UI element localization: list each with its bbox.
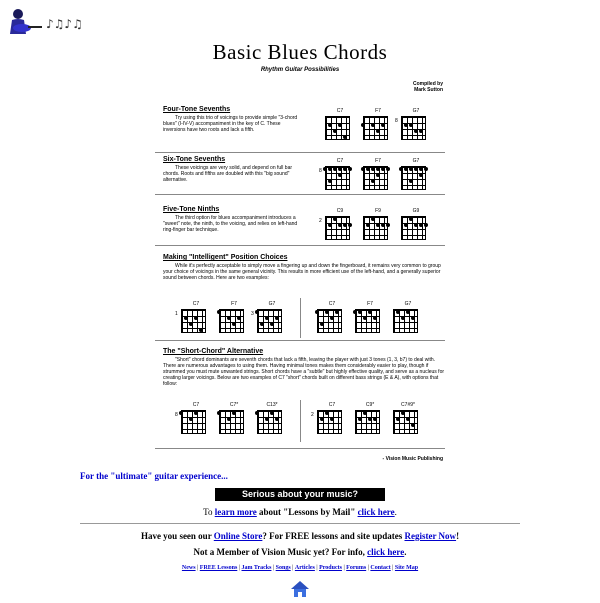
footer-nav-link[interactable]: Jam Tracks xyxy=(241,565,272,571)
finger-dot xyxy=(179,411,183,415)
divider xyxy=(155,194,445,195)
nav-separator: | xyxy=(237,565,242,571)
fretboard-grid xyxy=(363,116,388,140)
chord-name: C7 xyxy=(328,301,336,307)
finger-dot xyxy=(315,310,319,314)
divider xyxy=(80,523,520,524)
nav-separator: | xyxy=(290,565,295,571)
footer-text: Have you seen our xyxy=(140,531,212,541)
ultimate-text: For the "ultimate" guitar experience... xyxy=(80,471,228,481)
finger-dot xyxy=(275,316,279,320)
chord-name: C9* xyxy=(365,402,375,408)
finger-dot xyxy=(255,310,259,314)
fret-number: 8 xyxy=(175,412,178,418)
chord-name: F9 xyxy=(375,208,381,214)
finger-dot xyxy=(376,223,380,227)
finger-dot xyxy=(419,223,423,227)
to-text: To xyxy=(203,507,213,517)
chord-name: G7 xyxy=(268,301,276,307)
finger-dot xyxy=(255,411,259,415)
finger-dot xyxy=(325,310,329,314)
learn-more-link[interactable]: learn more xyxy=(214,507,257,517)
divider xyxy=(300,298,301,338)
learn-more-line xyxy=(0,507,600,517)
fretboard-grid xyxy=(393,410,418,434)
finger-dot xyxy=(376,129,380,133)
chord-name: F7 xyxy=(375,108,381,114)
vision-music-logo[interactable] xyxy=(6,6,100,38)
chord-name: C7 xyxy=(192,402,200,408)
chord-name: G7 xyxy=(404,301,412,307)
finger-dot xyxy=(366,223,370,227)
finger-dot xyxy=(330,316,334,320)
finger-dot xyxy=(338,173,342,177)
chord-name: G7 xyxy=(412,158,420,164)
section-text: Try using this trio of voicings to provide simple "3-chord blues" (I-IV-V) accompaniment in the key of C. These inversions have two roots and lack a fifth. xyxy=(163,115,298,133)
chord-sheet xyxy=(155,38,445,468)
finger-dot xyxy=(328,123,332,127)
finger-dot xyxy=(371,167,375,171)
finger-dot xyxy=(328,179,332,183)
member-click-here-link[interactable]: click here xyxy=(367,547,405,557)
about-text: about "Lessons by Mail" xyxy=(259,507,356,517)
fret-number: 2 xyxy=(311,412,314,418)
finger-dot xyxy=(409,179,413,183)
footer-nav-link[interactable]: Products xyxy=(319,565,342,571)
section-text: These voicings are very solid, and depend on full bar chords. Roots and fifths are doubled with this "big sound" alternative. xyxy=(163,165,293,183)
finger-dot xyxy=(189,322,193,326)
finger-dot xyxy=(323,167,327,171)
fret-number: 2 xyxy=(319,218,322,224)
finger-dot xyxy=(361,167,365,171)
footer-text: . xyxy=(404,547,407,557)
home-icon[interactable] xyxy=(290,580,310,598)
section-six-tone xyxy=(155,156,445,196)
page-title: Basic Blues Chords xyxy=(212,40,388,64)
finger-dot xyxy=(330,417,334,421)
svg-text:♪♫♪♫: ♪♫♪♫ xyxy=(46,17,83,31)
chord-name: F7 xyxy=(375,158,381,164)
finger-dot xyxy=(232,322,236,326)
footer-nav-link[interactable]: Site Map xyxy=(394,565,419,571)
finger-dot xyxy=(325,411,329,415)
finger-dot xyxy=(368,417,372,421)
footer-nav-link[interactable]: Forums xyxy=(346,565,367,571)
fret-number: 3 xyxy=(251,311,254,317)
finger-dot xyxy=(348,223,352,227)
finger-dot xyxy=(275,417,279,421)
chord-name: C7 xyxy=(328,402,336,408)
nav-separator: | xyxy=(390,565,395,571)
finger-dot xyxy=(184,316,188,320)
finger-dot xyxy=(406,417,410,421)
fretboard-grid xyxy=(325,216,350,240)
chord-name: G9 xyxy=(412,208,420,214)
nav-separator: | xyxy=(195,565,200,571)
finger-dot xyxy=(333,217,337,221)
finger-dot xyxy=(333,167,337,171)
footer-nav-link[interactable]: Articles xyxy=(294,565,315,571)
finger-dot xyxy=(343,223,347,227)
page-subtitle: Rhythm Guitar Possibilities xyxy=(260,67,340,73)
finger-dot xyxy=(376,173,380,177)
finger-dot xyxy=(401,411,405,415)
footer-line-1 xyxy=(0,531,600,541)
finger-dot xyxy=(189,417,193,421)
footer-nav-link[interactable]: Songs xyxy=(275,565,291,571)
finger-dot xyxy=(270,322,274,326)
finger-dot xyxy=(194,411,198,415)
finger-dot xyxy=(217,411,221,415)
finger-dot xyxy=(348,167,352,171)
nav-separator: | xyxy=(271,565,276,571)
footer-nav-link[interactable]: FREE Lessons xyxy=(199,565,238,571)
finger-dot xyxy=(328,223,332,227)
finger-dot xyxy=(338,167,342,171)
finger-dot xyxy=(371,123,375,127)
divider xyxy=(155,448,445,449)
finger-dot xyxy=(265,316,269,320)
finger-dot xyxy=(411,423,415,427)
footer-text: ! xyxy=(456,531,460,541)
finger-dot xyxy=(381,123,385,127)
footer-line-2 xyxy=(0,547,600,557)
finger-dot xyxy=(414,167,418,171)
fretboard-grid xyxy=(401,116,426,140)
section-heading: The "Short-Chord" Alternative xyxy=(163,348,264,355)
fret-number: 8 xyxy=(395,118,398,124)
footer-text: ? For FREE lessons and site updates xyxy=(262,531,403,541)
chord-name: C7 xyxy=(336,108,344,114)
section-short-chord xyxy=(155,348,445,458)
fretboard-grid xyxy=(317,410,342,434)
finger-dot xyxy=(396,417,400,421)
fretboard-grid xyxy=(257,309,282,333)
finger-dot xyxy=(386,223,390,227)
section-text: The third option for blues accompaniment introduces a "sweet" note, the ninth, to the voicing, and relies on left-hand ring-finger bar technique. xyxy=(163,215,298,233)
fretboard-grid xyxy=(363,216,388,240)
finger-dot xyxy=(363,316,367,320)
finger-dot xyxy=(371,217,375,221)
section-heading: Four-Tone Sevenths xyxy=(163,106,231,113)
finger-dot xyxy=(399,167,403,171)
finger-dot xyxy=(411,316,415,320)
finger-dot xyxy=(401,316,405,320)
finger-dot xyxy=(237,316,241,320)
nav-separator: | xyxy=(341,565,347,571)
chord-name: C7 xyxy=(336,158,344,164)
click-here-link[interactable]: click here xyxy=(357,507,395,517)
chord-name: C13* xyxy=(266,402,278,408)
finger-dot xyxy=(373,417,377,421)
finger-dot xyxy=(199,328,203,332)
finger-dot xyxy=(424,167,428,171)
chord-name: C7 xyxy=(192,301,200,307)
chord-name: G7 xyxy=(412,108,420,114)
finger-dot xyxy=(419,167,423,171)
finger-dot xyxy=(338,123,342,127)
section-text: While it's perfectly acceptable to simply move a fingering up and down the fingerboard, it remains very common to group your choice of voicings in the same general vicinity. This results in more efficient use of the left-hand, and a generally superior sound between chords. Here are two examples: xyxy=(163,263,441,281)
section-five-tone xyxy=(155,206,445,246)
finger-dot xyxy=(386,167,390,171)
footer-nav-link[interactable]: Contact xyxy=(370,565,391,571)
finger-dot xyxy=(358,417,362,421)
finger-dot xyxy=(404,123,408,127)
finger-dot xyxy=(376,167,380,171)
finger-dot xyxy=(358,310,362,314)
section-text: "Short" chord dominants are seventh chords that lack a fifth, leaving the player with just 3 tones (1, 3, b7) to deal with. There are numerous advantages to using them. Having minimal tones makes them considerably easier to play, though if strummed you must mute unwanted strings. Short chords have a "subtle" but highly effective quality, and serve as a nucleus for creating larger voicings. Below are two examples of C7 "short" chords built on different bass strings (E & A), with options that follow: xyxy=(163,357,445,387)
finger-dot xyxy=(265,417,269,421)
finger-dot xyxy=(343,167,347,171)
fret-number: 8 xyxy=(319,168,322,174)
finger-dot xyxy=(381,223,385,227)
footer-nav-link[interactable]: News xyxy=(181,565,196,571)
finger-dot xyxy=(419,129,423,133)
section-heading: Five-Tone Ninths xyxy=(163,206,220,213)
section-heading: Six-Tone Sevenths xyxy=(163,156,226,163)
compiled-line-2: Mark Sutton xyxy=(414,87,443,93)
finger-dot xyxy=(227,417,231,421)
footer-text: Not a Member of Vision Music yet? For info, xyxy=(193,547,365,557)
finger-dot xyxy=(353,310,357,314)
finger-dot xyxy=(409,167,413,171)
fretboard-grid xyxy=(355,410,380,434)
finger-dot xyxy=(406,310,410,314)
finger-dot xyxy=(227,316,231,320)
chord-name: C9 xyxy=(336,208,344,214)
footer-nav xyxy=(0,565,600,571)
fretboard-grid xyxy=(219,309,244,333)
register-now-link[interactable]: Register Now xyxy=(404,531,457,541)
divider xyxy=(300,400,301,442)
section-four-tone xyxy=(155,106,445,146)
finger-dot xyxy=(320,322,324,326)
divider xyxy=(155,245,445,246)
finger-dot xyxy=(409,123,413,127)
chord-name: C7#9* xyxy=(401,402,415,408)
section-heading: Making "Intelligent" Position Choices xyxy=(163,254,288,261)
online-store-link[interactable]: Online Store xyxy=(213,531,263,541)
finger-dot xyxy=(424,223,428,227)
finger-dot xyxy=(366,167,370,171)
finger-dot xyxy=(373,316,377,320)
finger-dot xyxy=(419,173,423,177)
finger-dot xyxy=(396,310,400,314)
finger-dot xyxy=(414,223,418,227)
compiled-line-1: Compiled by xyxy=(412,81,443,87)
finger-dot xyxy=(361,123,365,127)
finger-dot xyxy=(260,322,264,326)
divider xyxy=(155,152,445,153)
fret-number: 1 xyxy=(175,311,178,317)
finger-dot xyxy=(404,167,408,171)
finger-dot xyxy=(320,417,324,421)
finger-dot xyxy=(338,223,342,227)
finger-dot xyxy=(232,411,236,415)
nav-separator: | xyxy=(314,565,320,571)
finger-dot xyxy=(343,135,347,139)
finger-dot xyxy=(217,310,221,314)
section-position-choices xyxy=(155,254,445,334)
publisher-credit: - Vision Music Publishing xyxy=(382,456,443,462)
finger-dot xyxy=(333,129,337,133)
finger-dot xyxy=(194,316,198,320)
chord-name: F7 xyxy=(367,301,373,307)
finger-dot xyxy=(414,129,418,133)
period: . xyxy=(394,507,397,517)
finger-dot xyxy=(368,310,372,314)
finger-dot xyxy=(328,167,332,171)
finger-dot xyxy=(381,167,385,171)
finger-dot xyxy=(335,310,339,314)
finger-dot xyxy=(270,411,274,415)
divider xyxy=(155,340,445,341)
serious-banner: Serious about your music? xyxy=(215,488,385,501)
fretboard-grid xyxy=(401,216,426,240)
finger-dot xyxy=(404,223,408,227)
finger-dot xyxy=(371,179,375,183)
compiled-by xyxy=(413,81,443,93)
nav-separator: | xyxy=(366,565,371,571)
finger-dot xyxy=(409,217,413,221)
chord-name: C7* xyxy=(229,402,239,408)
chord-name: F7 xyxy=(231,301,237,307)
finger-dot xyxy=(363,411,367,415)
